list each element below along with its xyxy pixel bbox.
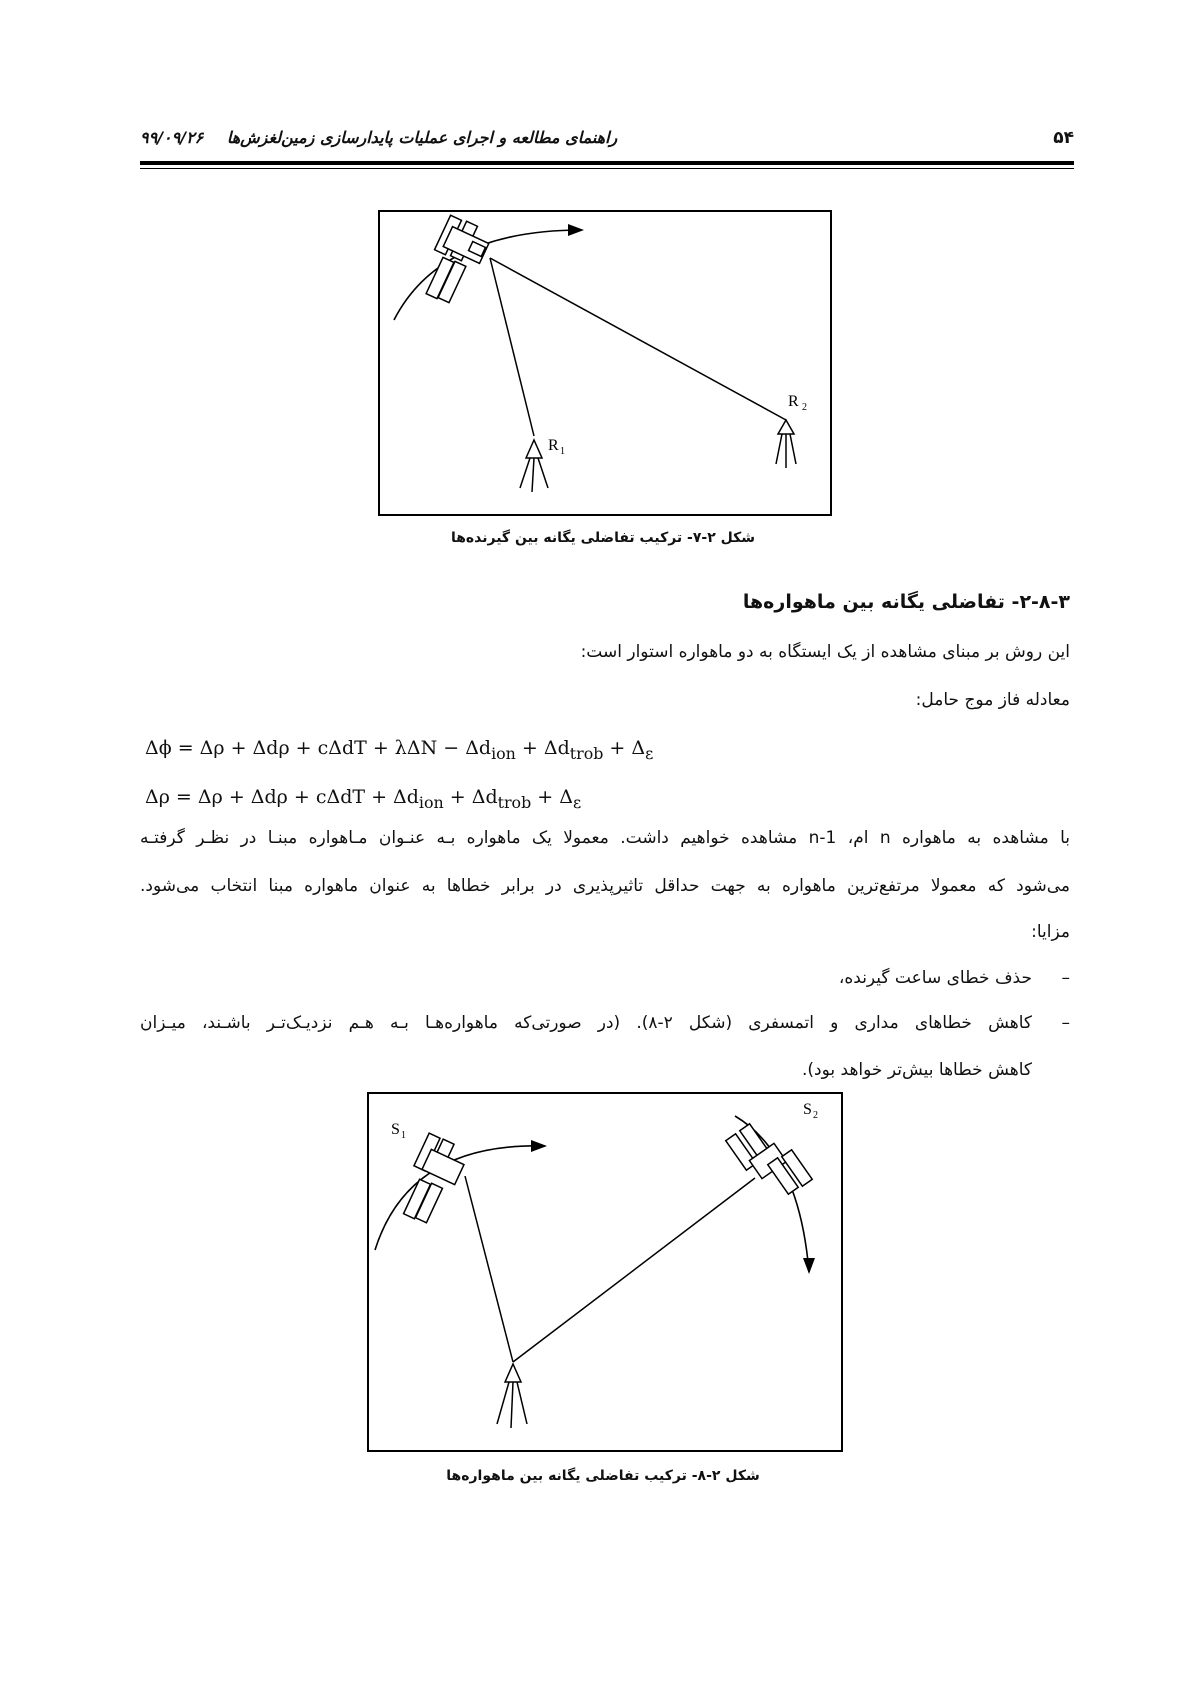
bullet2-text-line1: کاهش خطاهای مداری و اتمسفری (شکل ۲-۸). (در صورتی‌که ماهواره‌هـا بـه هـم نزدیـک‌تـر باشـند، میـزان	[140, 1013, 1032, 1033]
equation-carrier-phase: $\Delta\phi = \Delta\rho + \Delta d\rho + c\Delta dT + \lambda\Delta N - \Delta d_{ion} + \Delta d_{trob} + \Delta_\varepsilon$	[145, 737, 654, 763]
figure-satellites	[367, 1092, 843, 1452]
bullet1-text: حذف خطای ساعت گیرنده،	[838, 968, 1032, 988]
label-s1: S	[391, 1121, 400, 1138]
header-date: ۹۹/۰۹/۲۶	[140, 128, 204, 147]
bullet1-dash: –	[1061, 968, 1070, 988]
figure2-caption: شکل ۲-۸- ترکیب تفاضلی یگانه بین ماهواره‌ها	[446, 1468, 760, 1484]
body-line2: معادله فاز موج حامل:	[915, 690, 1070, 710]
header-title: راهنمای مطالعه و اجرای عملیات پایدارسازی زمین‌لغزش‌ها	[226, 128, 618, 147]
equation-range: $\Delta\rho = \Delta\rho + \Delta d\rho + c\Delta dT + \Delta d_{ion} + \Delta d_{trob} + \Delta_\varepsilon$	[145, 786, 582, 812]
page-number: ۵۴	[1053, 128, 1074, 148]
satellite-s2-icon	[726, 1124, 812, 1194]
satellite-s1-icon	[404, 1133, 464, 1223]
header-rule-thin	[140, 168, 1074, 169]
receiver-r2-icon	[776, 420, 796, 468]
label-s2-sub: 2	[813, 1110, 818, 1121]
figure-receivers-drawing	[380, 212, 830, 514]
label-r1-sub: 1	[560, 446, 565, 457]
body-para-line1: با مشاهده به ماهواره n ام، n-1 مشاهده خواهیم داشت. معمولا یک ماهواره بـه عنـوان مـاهواره مبنـا در نظـر گرفتـه	[140, 828, 1070, 848]
label-r1: R	[548, 437, 559, 454]
label-s2: S	[803, 1101, 812, 1118]
body-para-line2: می‌شود که معمولا مرتفع‌ترین ماهواره به جهت حداقل تاثیرپذیری در برابر خطاها به عنوان ماهواره مبنا انتخاب می‌شود.	[140, 876, 1070, 896]
figure1-caption: شکل ۲-۷- ترکیب تفاضلی یگانه بین گیرنده‌ها	[450, 530, 756, 546]
bullet2-text-line2: کاهش خطاها بیش‌تر خواهد بود).	[802, 1060, 1032, 1080]
advantages-label: مزایا:	[1031, 922, 1070, 942]
figure-receivers	[378, 210, 832, 516]
label-r2: R	[788, 393, 799, 410]
running-header	[140, 128, 1074, 158]
body-line1: این روش بر مبنای مشاهده از یک ایستگاه به دو ماهواره استوار است:	[580, 642, 1070, 662]
section-heading: ۲-۸-۳- تفاضلی یگانه بین ماهواره‌ها	[742, 591, 1070, 613]
satellite-icon	[426, 215, 489, 302]
figure-satellites-drawing	[369, 1094, 841, 1450]
header-rule-thick	[140, 161, 1074, 165]
bullet2-dash: –	[1061, 1013, 1070, 1033]
label-s1-sub: 1	[401, 1130, 406, 1141]
running-title	[140, 128, 617, 147]
receiver-r1-icon	[520, 440, 548, 492]
receiver-icon	[497, 1364, 527, 1428]
label-r2-sub: 2	[802, 402, 807, 413]
